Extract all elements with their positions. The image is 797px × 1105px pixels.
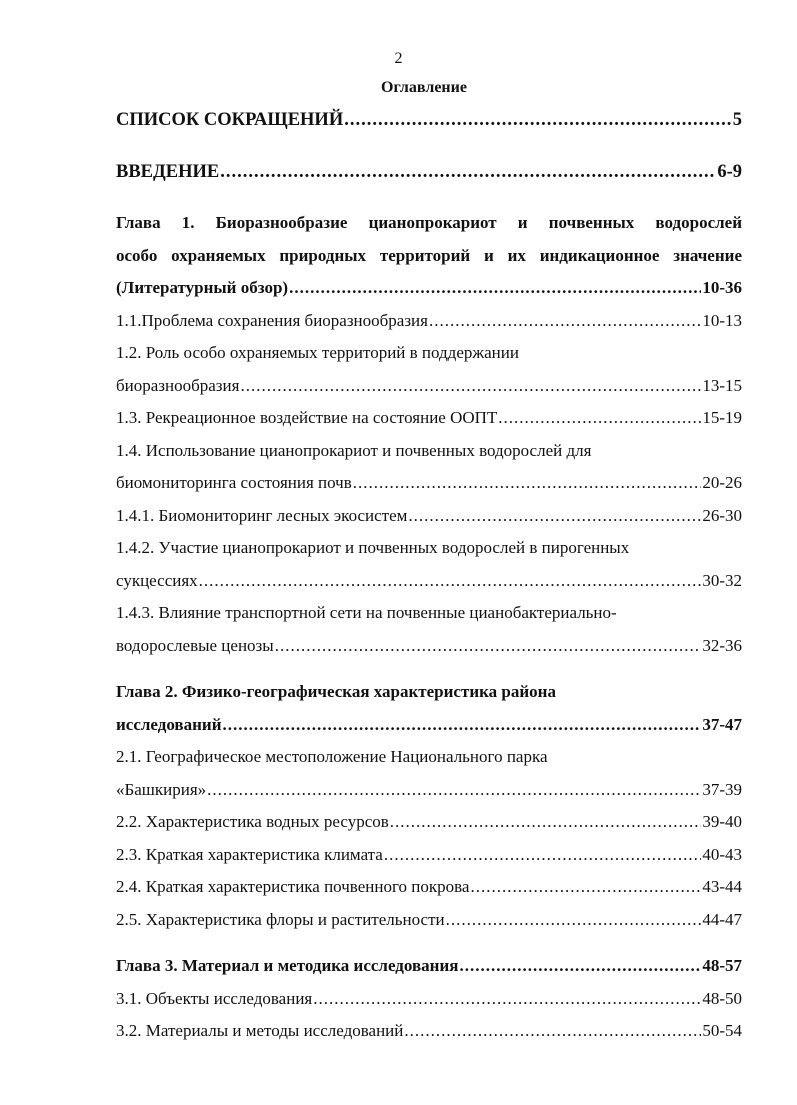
leader-dots: [408, 500, 701, 533]
toc-entry-pages: 10-36: [702, 278, 742, 297]
toc-entry-pages: 48-50: [702, 988, 742, 1008]
toc-entry-pages: 5: [732, 110, 742, 130]
toc-entry-2-1: [116, 741, 742, 806]
toc-entry-pages: 50-54: [702, 1021, 742, 1040]
toc-entry-pages: 37-47: [702, 714, 742, 734]
toc-entry-title-line: 1.4.2. Участие цианопрокариот и почвенных водорослей в пирогенных: [116, 538, 630, 557]
toc-entry-title-line: Глава 1. Биоразнообразие цианопрокариот и почвенных водорослей: [116, 213, 742, 232]
toc-entry-chapter-2: [116, 676, 742, 741]
leader-dots: [220, 156, 716, 189]
toc-entry-chapter-1: [116, 207, 742, 305]
leader-dots: [240, 370, 701, 403]
toc-entry-2-2: [116, 806, 742, 839]
leader-dots: [498, 402, 701, 435]
leader-dots: [429, 305, 701, 338]
leader-dots: [470, 871, 701, 904]
leader-dots: [459, 950, 701, 983]
toc-entry-pages: 13-15: [702, 375, 742, 395]
leader-dots: [275, 630, 702, 663]
leader-dots: [313, 983, 701, 1016]
toc-entry-2-5: [116, 904, 742, 937]
toc-entry-title: 2.4. Краткая характеристика почвенного покрова: [116, 877, 470, 896]
toc-entry-pages: 40-43: [702, 844, 742, 864]
toc-entry-3-1: [116, 983, 742, 1016]
leader-dots: [207, 774, 701, 807]
toc-entry-1-3: [116, 402, 742, 435]
toc-entry-title: (Литературный обзор): [116, 278, 289, 297]
toc-entry-1-4-3: [116, 597, 742, 662]
leader-dots: [344, 104, 732, 137]
toc-entry-2-3: [116, 839, 742, 872]
toc-entry-pages: 32-36: [702, 635, 742, 655]
toc-entry-title: водорослевые ценозы: [116, 635, 274, 655]
toc-entry-pages: 37-39: [702, 779, 742, 799]
toc-entry-title: 3.1. Объекты исследования: [116, 988, 313, 1008]
toc-entry-abbreviations: [116, 104, 742, 137]
toc-entry-title-line: Глава 2. Физико-географическая характеристика района: [116, 682, 556, 701]
toc-entry-title: исследований: [116, 714, 222, 734]
toc-entry-title: 2.5. Характеристика флоры и растительности: [116, 909, 445, 929]
toc-entry-title-line: 1.4. Использование цианопрокариот и почвенных водорослей для: [116, 440, 592, 460]
toc-entry-title: биомониторинга состояния почв: [116, 473, 352, 492]
toc-entry-pages: 15-19: [702, 408, 742, 427]
toc-entry-title-line: 1.4.3. Влияние транспортной сети на почвенные цианобактериально-: [116, 603, 617, 622]
page-title: Оглавление: [381, 79, 467, 96]
toc-entry-title-line: 2.1. Географическое местоположение Национального парка: [116, 747, 548, 766]
toc-entry-pages: 6-9: [717, 161, 742, 182]
page-number: 2: [394, 50, 403, 67]
leader-dots: [353, 467, 702, 500]
leader-dots: [446, 904, 702, 937]
toc-entry-1-1: [116, 305, 742, 338]
toc-entry-title: СПИСОК СОКРАЩЕНИЙ: [116, 110, 344, 130]
toc-entry-title: 3.2. Материалы и методы исследований: [116, 1021, 404, 1040]
leader-dots: [223, 709, 702, 742]
toc-entry-title: Глава 3. Материал и методика исследования: [116, 956, 459, 975]
toc-entry-title-line: особо охраняемых природных территорий и их индикационное значение: [116, 245, 742, 265]
table-of-contents: [116, 104, 742, 1048]
toc-entry-title: «Башкирия»: [116, 779, 207, 799]
toc-entry-1-4-2: [116, 532, 742, 597]
toc-entry-pages: 10-13: [702, 310, 742, 330]
leader-dots: [384, 839, 701, 872]
toc-entry-pages: 26-30: [702, 505, 742, 525]
toc-entry-1-2: [116, 337, 742, 402]
toc-entry-title: 1.4.1. Биомониторинг лесных экосистем: [116, 505, 408, 525]
toc-entry-title: 2.3. Краткая характеристика климата: [116, 844, 383, 864]
toc-entry-title: ВВЕДЕНИЕ: [116, 161, 220, 182]
toc-entry-pages: 48-57: [702, 956, 742, 975]
leader-dots: [390, 806, 702, 839]
toc-entry-2-4: [116, 871, 742, 904]
toc-entry-pages: 30-32: [702, 570, 742, 590]
toc-entry-pages: 43-44: [702, 877, 742, 896]
toc-entry-title: биоразнообразия: [116, 375, 240, 395]
toc-entry-title: 2.2. Характеристика водных ресурсов: [116, 812, 389, 831]
toc-entry-title: 1.3. Рекреационное воздействие на состояние ООПТ: [116, 408, 498, 427]
toc-entry-chapter-3: [116, 950, 742, 983]
leader-dots: [404, 1015, 701, 1048]
leader-dots: [289, 272, 701, 305]
toc-entry-pages: 44-47: [702, 909, 742, 929]
toc-entry-introduction: [116, 156, 742, 189]
toc-entry-pages: 20-26: [702, 473, 742, 492]
toc-entry-title: 1.1.Проблема сохранения биоразнообразия: [116, 310, 428, 330]
toc-entry-title-line: 1.2. Роль особо охраняемых территорий в поддержании: [116, 343, 519, 362]
toc-entry-title: сукцессиях: [116, 570, 198, 590]
toc-entry-1-4: [116, 435, 742, 500]
toc-entry-pages: 39-40: [702, 812, 742, 831]
toc-entry-1-4-1: [116, 500, 742, 533]
leader-dots: [199, 565, 702, 598]
toc-entry-3-2: [116, 1015, 742, 1048]
